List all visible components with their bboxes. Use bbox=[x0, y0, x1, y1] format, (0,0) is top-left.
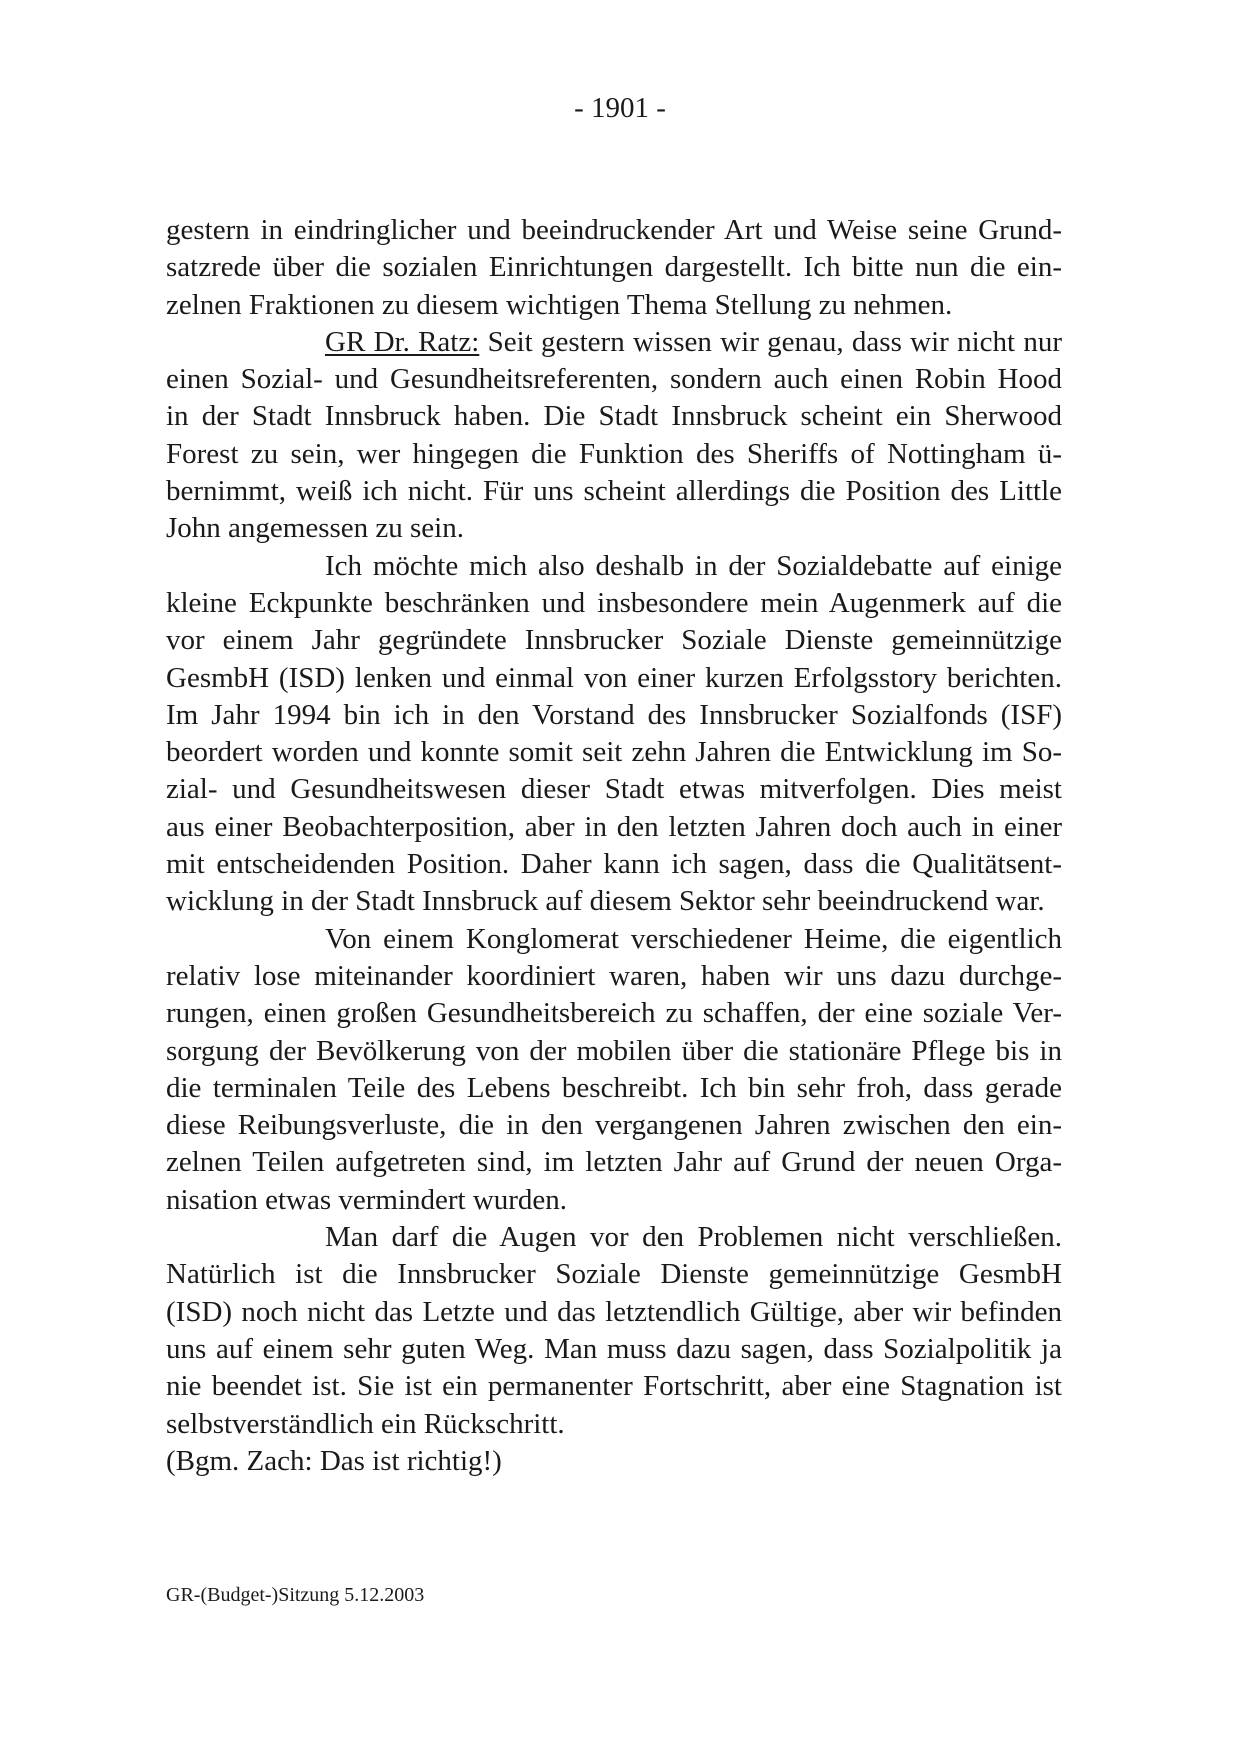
body-text bbox=[166, 212, 1062, 1480]
text-line: zial- und Gesundheitswesen dieser Stadt etwas mitverfolgen. Dies meist bbox=[166, 773, 1062, 806]
text-line: selbstverständlich ein Rückschritt. bbox=[166, 1407, 565, 1440]
text-line: mit entscheidenden Position. Daher kann ich sagen, dass die Qualitätsent- bbox=[166, 848, 1062, 881]
text-line: sorgung der Bevölkerung von der mobilen über die stationäre Pflege bis in bbox=[166, 1034, 1062, 1067]
text-line: aus einer Beobachterposition, aber in den letzten Jahren doch auch in einer bbox=[166, 810, 1062, 843]
text-line: Ich möchte mich also deshalb in der Sozialdebatte auf einige bbox=[325, 549, 1062, 582]
text-line: zelnen Fraktionen zu diesem wichtigen Thema Stellung zu nehmen. bbox=[166, 288, 953, 321]
text-line: Forest zu sein, wer hingegen die Funktion des Sheriffs of Nottingham ü- bbox=[166, 437, 1062, 470]
text-line: vor einem Jahr gegründete Innsbrucker Soziale Dienste gemeinnützige bbox=[166, 624, 1062, 657]
text-line: beordert worden und konnte somit seit zehn Jahren die Entwicklung im So- bbox=[166, 736, 1062, 769]
text-line: relativ lose miteinander koordiniert waren, haben wir uns dazu durchge- bbox=[166, 959, 1062, 992]
text-line: Man darf die Augen vor den Problemen nicht verschließen. bbox=[325, 1221, 1062, 1254]
text-line: wicklung in der Stadt Innsbruck auf diesem Sektor sehr beeindruckend war. bbox=[166, 885, 1045, 918]
text-line: satzrede über die sozialen Einrichtungen dargestellt. Ich bitte nun die ein- bbox=[166, 251, 1062, 284]
text-line: gestern in eindringlicher und beeindruckender Art und Weise seine Grund- bbox=[166, 214, 1062, 246]
text-line: uns auf einem sehr guten Weg. Man muss dazu sagen, dass Sozialpolitik ja bbox=[166, 1332, 1062, 1365]
text-line: Im Jahr 1994 bin ich in den Vorstand des Innsbrucker Sozialfonds (ISF) bbox=[166, 698, 1062, 731]
speaker-name: GR Dr. Ratz: bbox=[325, 325, 480, 358]
text-line: diese Reibungsverluste, die in den vergangenen Jahren zwischen den ein- bbox=[166, 1109, 1062, 1142]
text-line: nie beendet ist. Sie ist ein permanenter Fortschritt, aber eine Stagnation ist bbox=[166, 1370, 1062, 1403]
footer-session-label: GR-(Budget-)Sitzung 5.12.2003 bbox=[166, 1584, 425, 1606]
text-line: Von einem Konglomerat verschiedener Heime, die eigentlich bbox=[325, 922, 1062, 955]
text-line: GR Dr. Ratz: Seit gestern wissen wir genau, dass wir nicht nur bbox=[325, 325, 1062, 358]
text-line: zelnen Teilen aufgetreten sind, im letzten Jahr auf Grund der neuen Orga- bbox=[166, 1146, 1062, 1179]
text-line: bernimmt, weiß ich nicht. Für uns scheint allerdings die Position des Little bbox=[166, 475, 1062, 508]
text-line: rungen, einen großen Gesundheitsbereich zu schaffen, der eine soziale Ver- bbox=[166, 997, 1062, 1030]
text-line: kleine Eckpunkte beschränken und insbesondere mein Augenmerk auf die bbox=[166, 586, 1062, 619]
text-line: die terminalen Teile des Lebens beschreibt. Ich bin sehr froh, dass gerade bbox=[166, 1071, 1062, 1104]
text-line: GesmbH (ISD) lenken und einmal von einer kurzen Erfolgsstory berichten. bbox=[166, 661, 1062, 694]
page-number: - 1901 - bbox=[574, 92, 666, 124]
text-line: (ISD) noch nicht das Letzte und das letztendlich Gültige, aber wir befinden bbox=[166, 1295, 1062, 1328]
text-line: (Bgm. Zach: Das ist richtig!) bbox=[166, 1444, 502, 1477]
text-line: in der Stadt Innsbruck haben. Die Stadt Innsbruck scheint ein Sherwood bbox=[166, 400, 1062, 433]
text-line: John angemessen zu sein. bbox=[166, 512, 464, 545]
text-line: Natürlich ist die Innsbrucker Soziale Dienste gemeinnützige GesmbH bbox=[166, 1258, 1062, 1291]
text-line: nisation etwas vermindert wurden. bbox=[166, 1183, 568, 1216]
text-line: einen Sozial- und Gesundheitsreferenten, sondern auch einen Robin Hood bbox=[166, 363, 1062, 396]
